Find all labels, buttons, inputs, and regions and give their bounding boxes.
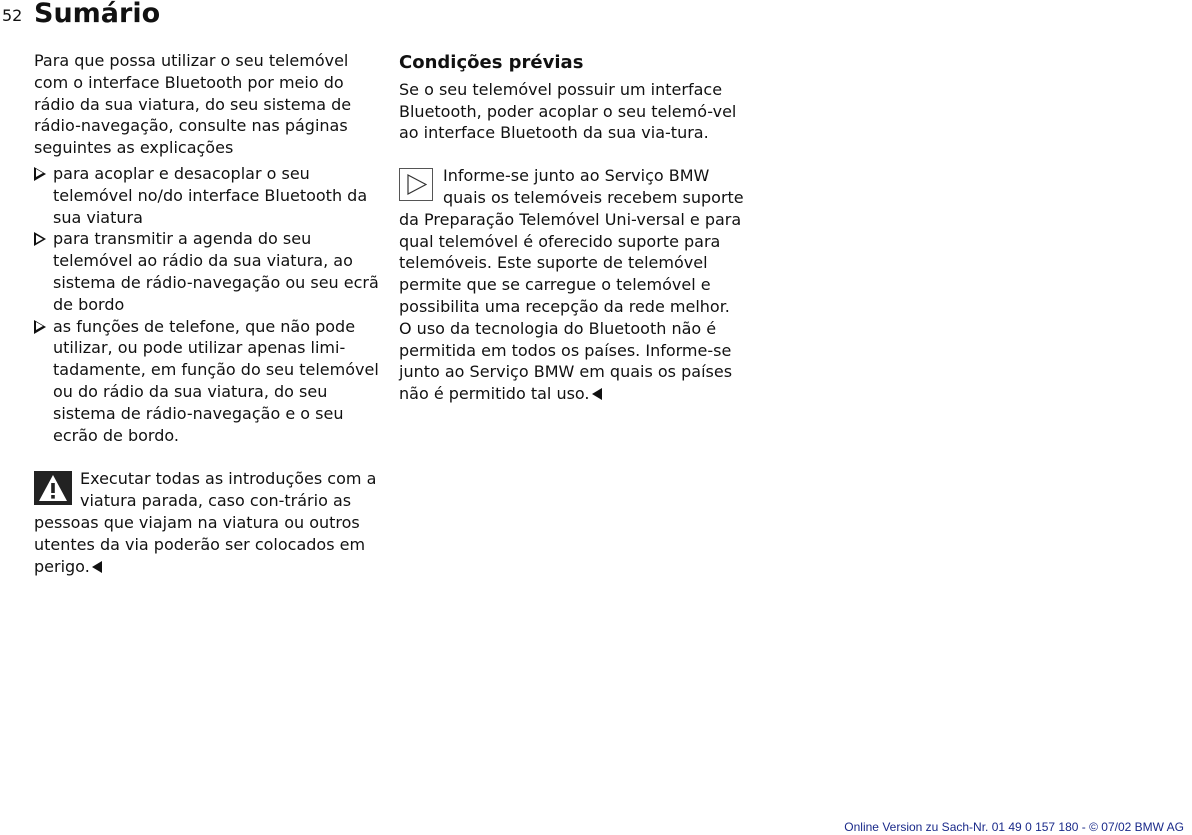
end-of-section-triangle-icon bbox=[92, 561, 102, 573]
page-number: 52 bbox=[2, 6, 23, 25]
bullet-text: as funções de telefone, que não pode utilizar, ou pode utilizar apenas limi-tadamente, em função do seu telemóvel ou do rádio da sua viatura, do seu sistema de rádio-navegação e o seu ecrão de bordo. bbox=[53, 316, 379, 445]
triangle-right-outline-icon bbox=[34, 232, 46, 246]
bullet-list bbox=[34, 163, 384, 446]
note-text: Informe-se junto ao Serviço BMW quais os telemóveis recebem suporte da Preparação Telemóvel Uni-versal e para qual telemóvel é oferecido suporte para telemóveis. Este suporte de telemóvel permite que se carregue o telemóvel e possibilita uma recepção da rede melhor. bbox=[399, 166, 744, 316]
list-item bbox=[34, 316, 384, 447]
end-of-section-triangle-icon bbox=[592, 388, 602, 400]
right-column bbox=[399, 52, 749, 405]
subsection-heading: Condições prévias bbox=[399, 52, 584, 73]
list-item bbox=[34, 163, 384, 228]
triangle-right-outline-icon bbox=[34, 167, 46, 181]
triangle-right-outline-icon bbox=[34, 320, 46, 334]
footer-copyright: Online Version zu Sach-Nr. 01 49 0 157 180 - © 07/02 BMW AG bbox=[844, 820, 1184, 834]
availability-text: O uso da tecnologia do Bluetooth não é permitida em todos os países. Informe-se junto ao Serviço BMW em quais os países não é permitido tal uso. bbox=[399, 318, 733, 404]
warning-triangle-icon bbox=[34, 471, 72, 505]
warning-note bbox=[34, 468, 384, 577]
list-item bbox=[34, 228, 384, 315]
warning-text: Executar todas as introduções com a viatura parada, caso con-trário as pessoas que viajam na viatura ou outros utentes da via poderão ser colocados em perigo. bbox=[34, 469, 377, 576]
bluetooth-availability-paragraph bbox=[399, 318, 749, 405]
info-note bbox=[399, 165, 749, 318]
intro-paragraph: Para que possa utilizar o seu telemóvel com o interface Bluetooth por meio do rádio da sua viatura, do seu sistema de rádio-navegação, consulte nas páginas seguintes as explicações bbox=[34, 51, 352, 158]
bullet-text: para transmitir a agenda do seu telemóvel ao rádio da sua viatura, ao sistema de rádio-navegação ou seu ecrã de bordo bbox=[53, 229, 379, 314]
info-arrow-icon bbox=[399, 168, 433, 201]
prerequisite-paragraph: Se o seu telemóvel possuir um interface Bluetooth, poder acoplar o seu telemó-vel ao interface Bluetooth da sua via-tura. bbox=[399, 79, 737, 143]
left-column bbox=[34, 50, 384, 577]
bullet-text: para acoplar e desacoplar o seu telemóvel no/do interface Bluetooth da sua viatura bbox=[53, 163, 368, 227]
section-title: Sumário bbox=[34, 0, 161, 29]
